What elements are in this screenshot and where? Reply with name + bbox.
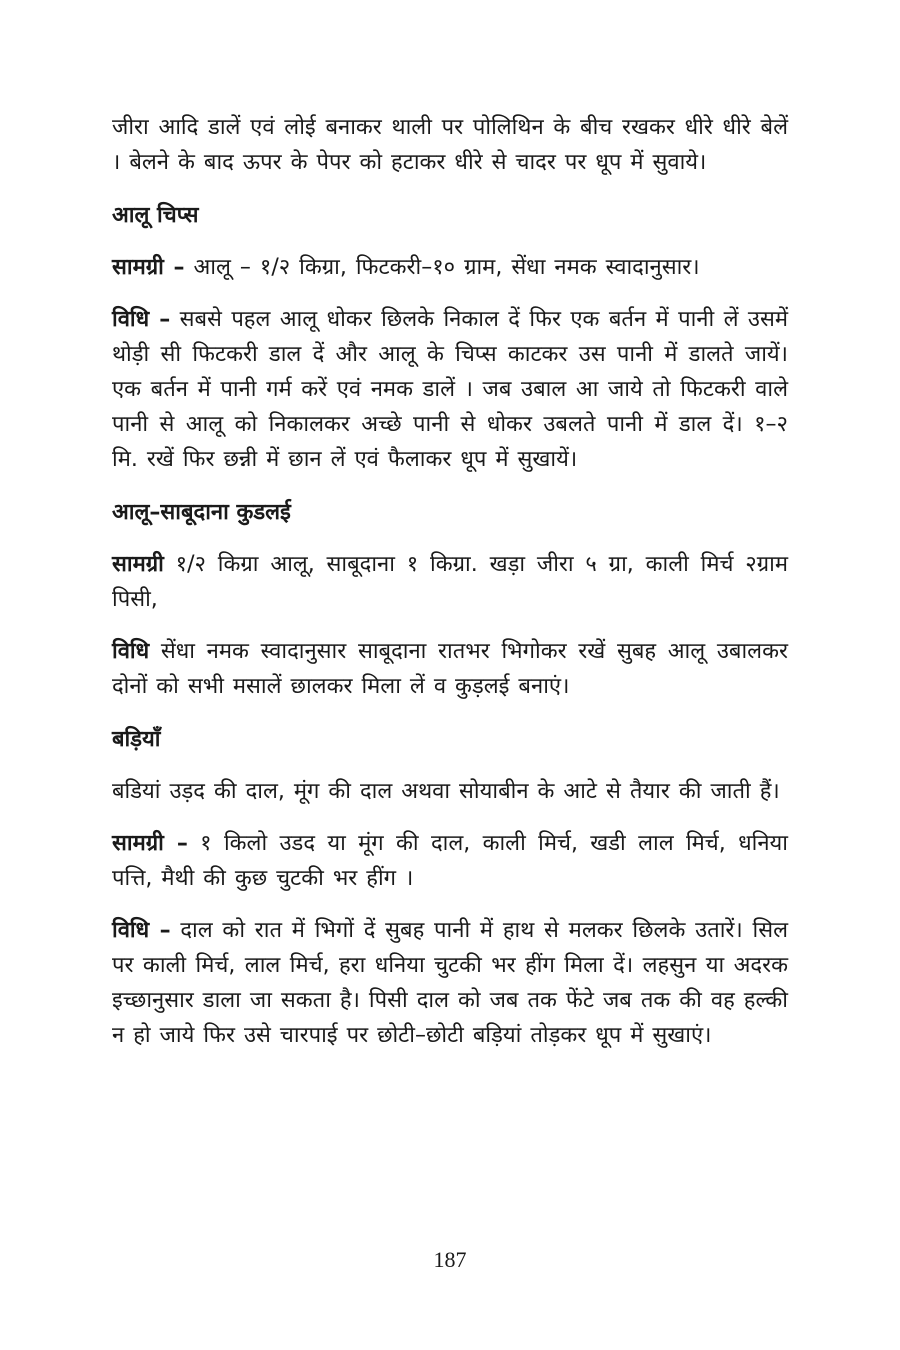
- ingredients-label: सामग्री –: [112, 831, 188, 856]
- aloo-chips-ingredients: [112, 250, 788, 285]
- page-number: 187: [433, 1247, 467, 1272]
- method-label: विधि –: [112, 307, 171, 332]
- badiyan-intro: बडियां उड़द की दाल, मूंग की दाल अथवा सोयाबीन के आटे से तैयार की जाती हैं।: [112, 779, 780, 804]
- intro-paragraph: जीरा आदि डालें एवं लोई बनाकर थाली पर पोलिथिन के बीच रखकर धीरे धीरे बेलें । बेलने के बाद ऊपर के पेपर को हटाकर धीरे से चादर पर धूप में सुवाये।: [112, 115, 788, 175]
- ingredients-label: सामग्री –: [112, 255, 185, 280]
- ingredients-text: १/२ किग्रा आलू, साबूदाना १ किग्रा. खड़ा जीरा ५ ग्रा, काली मिर्च २ग्राम पिसी,: [112, 552, 788, 612]
- ingredients-label: सामग्री: [112, 552, 164, 577]
- heading-aloo-sabudana: आलू–साबूदाना कुडलई: [112, 500, 291, 525]
- heading-aloo-chips: आलू चिप्स: [112, 203, 199, 228]
- method-label: विधि –: [112, 918, 171, 943]
- ingredients-text: आलू – १/२ किग्रा, फिटकरी–१० ग्राम, सेंधा नमक स्वादानुसार।: [184, 255, 700, 280]
- badiyan-ingredients: [112, 826, 788, 896]
- method-text: दाल को रात में भिगों दें सुबह पानी में हाथ से मलकर छिलके उतारें। सिल पर काली मिर्च, लाल मिर्च, हरा धनिया चुटकी भर हींग मिला दें। लहसुन या अदरक इच्छानुसार डाला जा सकता है। पिसी दाल को जब तक फेंटे जब तक की वह हल्की न हो जाये फिर उसे चारपाई पर छोटी–छोटी बड़ियां तोड़कर धूप में सुखाएं।: [112, 918, 788, 1048]
- heading-badiyan: बड़ियाँ: [112, 727, 161, 752]
- page-body: [112, 110, 788, 1070]
- aloo-sabudana-method: [112, 634, 788, 704]
- aloo-chips-method: [112, 302, 788, 477]
- method-text: सेंधा नमक स्वादानुसार साबूदाना रातभर भिगोकर रखें सुबह आलू उबालकर दोनों को सभी मसालें छालकर मिला लें व कुड़लई बनाएं।: [112, 639, 788, 699]
- method-text: सबसे पहल आलू धोकर छिलके निकाल दें फिर एक बर्तन में पानी लें उसमें थोड़ी सी फिटकरी डाल दें और आलू के चिप्स काटकर उस पानी में डालते जायें। एक बर्तन में पानी गर्म करें एवं नमक डालें । जब उबाल आ जाये तो फिटकरी वाले पानी से आलू को निकालकर अच्छे पानी से धोकर उबलते पानी में डाल दें। १–२ मि. रखें फिर छन्नी में छान लें एवं फैलाकर धूप में सुखायें।: [112, 307, 788, 472]
- aloo-sabudana-ingredients: [112, 547, 788, 617]
- ingredients-text: १ किलो उडद या मूंग की दाल, काली मिर्च, खडी लाल मिर्च, धनिया पत्ति, मैथी की कुछ चुटकी भर हींग ।: [112, 831, 788, 891]
- method-label: विधि: [112, 639, 150, 664]
- badiyan-method: [112, 913, 788, 1053]
